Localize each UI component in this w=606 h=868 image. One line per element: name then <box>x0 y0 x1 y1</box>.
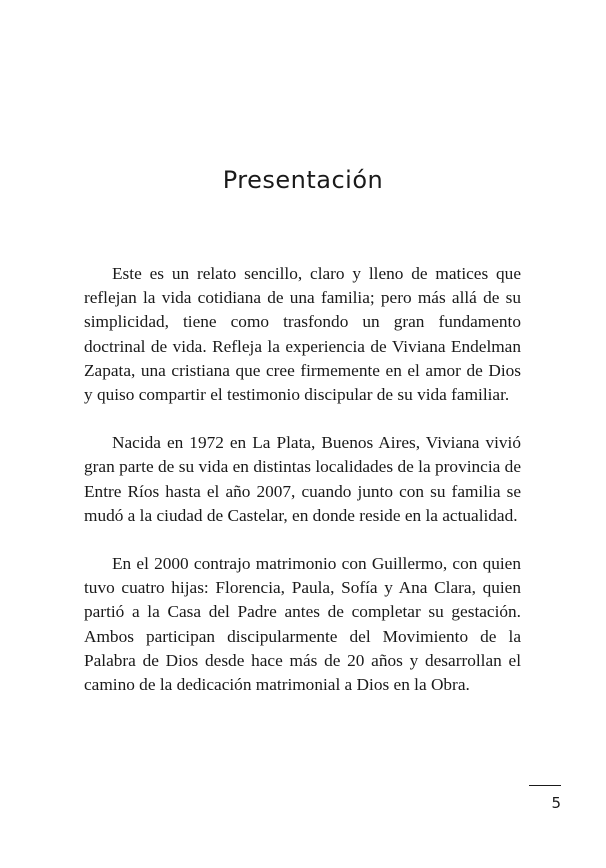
paragraph-1: Este es un relato sencillo, claro y lleno de matices que reflejan la vida cotidiana de una familia; pero más allá de su simplicidad, tiene como trasfondo un gran fundamento doctrinal de vida. Refleja la experiencia de Viviana Endelman Zapata, una cristiana que cree firmemente en el amor de Dios y quiso compartir el testimonio discipular de su vida familiar. <box>84 264 521 405</box>
body-text <box>84 262 521 721</box>
paragraph-3: En el 2000 contrajo matrimonio con Guillermo, con quien tuvo cuatro hijas: Florencia, Paula, Sofía y Ana Clara, quien partió a la Casa del Padre antes de completar su gestación. Ambos participan discipularmente del Movimiento de la Palabra de Dios desde hace más de 20 años y desarrollan el camino de la dedicación matrimonial a Dios en la Obra. <box>84 554 521 695</box>
paragraph-2: Nacida en 1972 en La Plata, Buenos Aires, Viviana vivió gran parte de su vida en distintas localidades de la provincia de Entre Ríos hasta el año 2007, cuando junto con su familia se mudó a la ciudad de Castelar, en donde reside en la actualidad. <box>84 433 521 525</box>
folio-rule <box>529 785 561 786</box>
page-title: Presentación <box>222 166 384 194</box>
page-number: 5 <box>551 794 561 812</box>
